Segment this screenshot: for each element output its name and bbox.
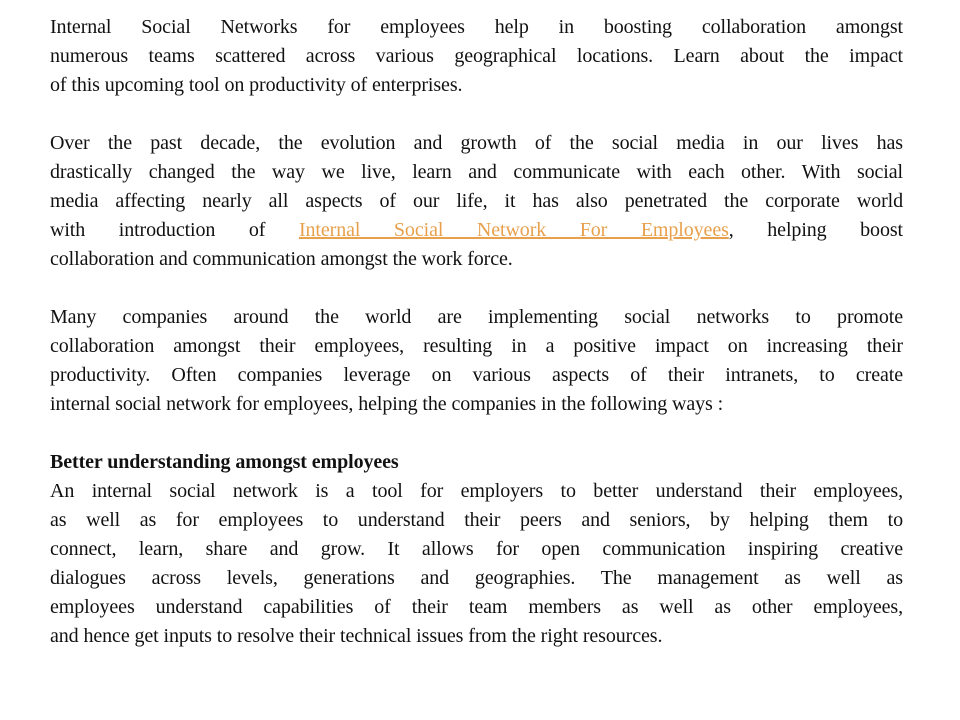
text-line: collaboration amongst their employees, resulting in a positive impact on increasing their [50,335,903,357]
text-line: employees understand capabilities of their team members as well as other employees, [50,596,903,618]
text-line: media affecting nearly all aspects of our life, it has also penetrated the corporate world [50,190,903,212]
text-line: drastically changed the way we live, learn and communicate with each other. With social [50,161,903,183]
text-line: An internal social network is a tool for employers to better understand their employees, [50,480,903,502]
text-line: Over the past decade, the evolution and growth of the social media in our lives has [50,132,903,154]
link-prefix-text: with introduction of [50,219,299,241]
link-suffix-text: , helping boost [728,219,903,241]
social-media-paragraph [50,129,903,274]
text-line: internal social network for employees, helping the companies in the following ways : [50,393,724,415]
text-line: Many companies around the world are implementing social networks to promote [50,306,903,328]
text-line: as well as for employees to understand their peers and seniors, by helping them to [50,509,903,531]
text-line: connect, learn, share and grow. It allows for open communication inspiring creative [50,538,903,560]
text-line: and hence get inputs to resolve their technical issues from the right resources. [50,625,663,647]
text-line: Internal Social Networks for employees help in boosting collaboration amongst [50,16,903,38]
text-line-with-link [50,216,903,245]
text-line: dialogues across levels, generations and geographies. The management as well as [50,567,903,589]
better-understanding-section [50,448,903,651]
text-line: numerous teams scattered across various geographical locations. Learn about the impact [50,45,903,67]
document-body [50,13,903,680]
section-heading: Better understanding amongst employees [50,451,399,473]
text-line: collaboration and communication amongst the work force. [50,248,513,270]
companies-paragraph [50,303,903,419]
text-line: of this upcoming tool on productivity of enterprises. [50,74,463,96]
intro-paragraph [50,13,903,100]
internal-social-network-link[interactable]: Internal Social Network For Employees [298,219,729,241]
text-line: productivity. Often companies leverage on various aspects of their intranets, to create [50,364,903,386]
